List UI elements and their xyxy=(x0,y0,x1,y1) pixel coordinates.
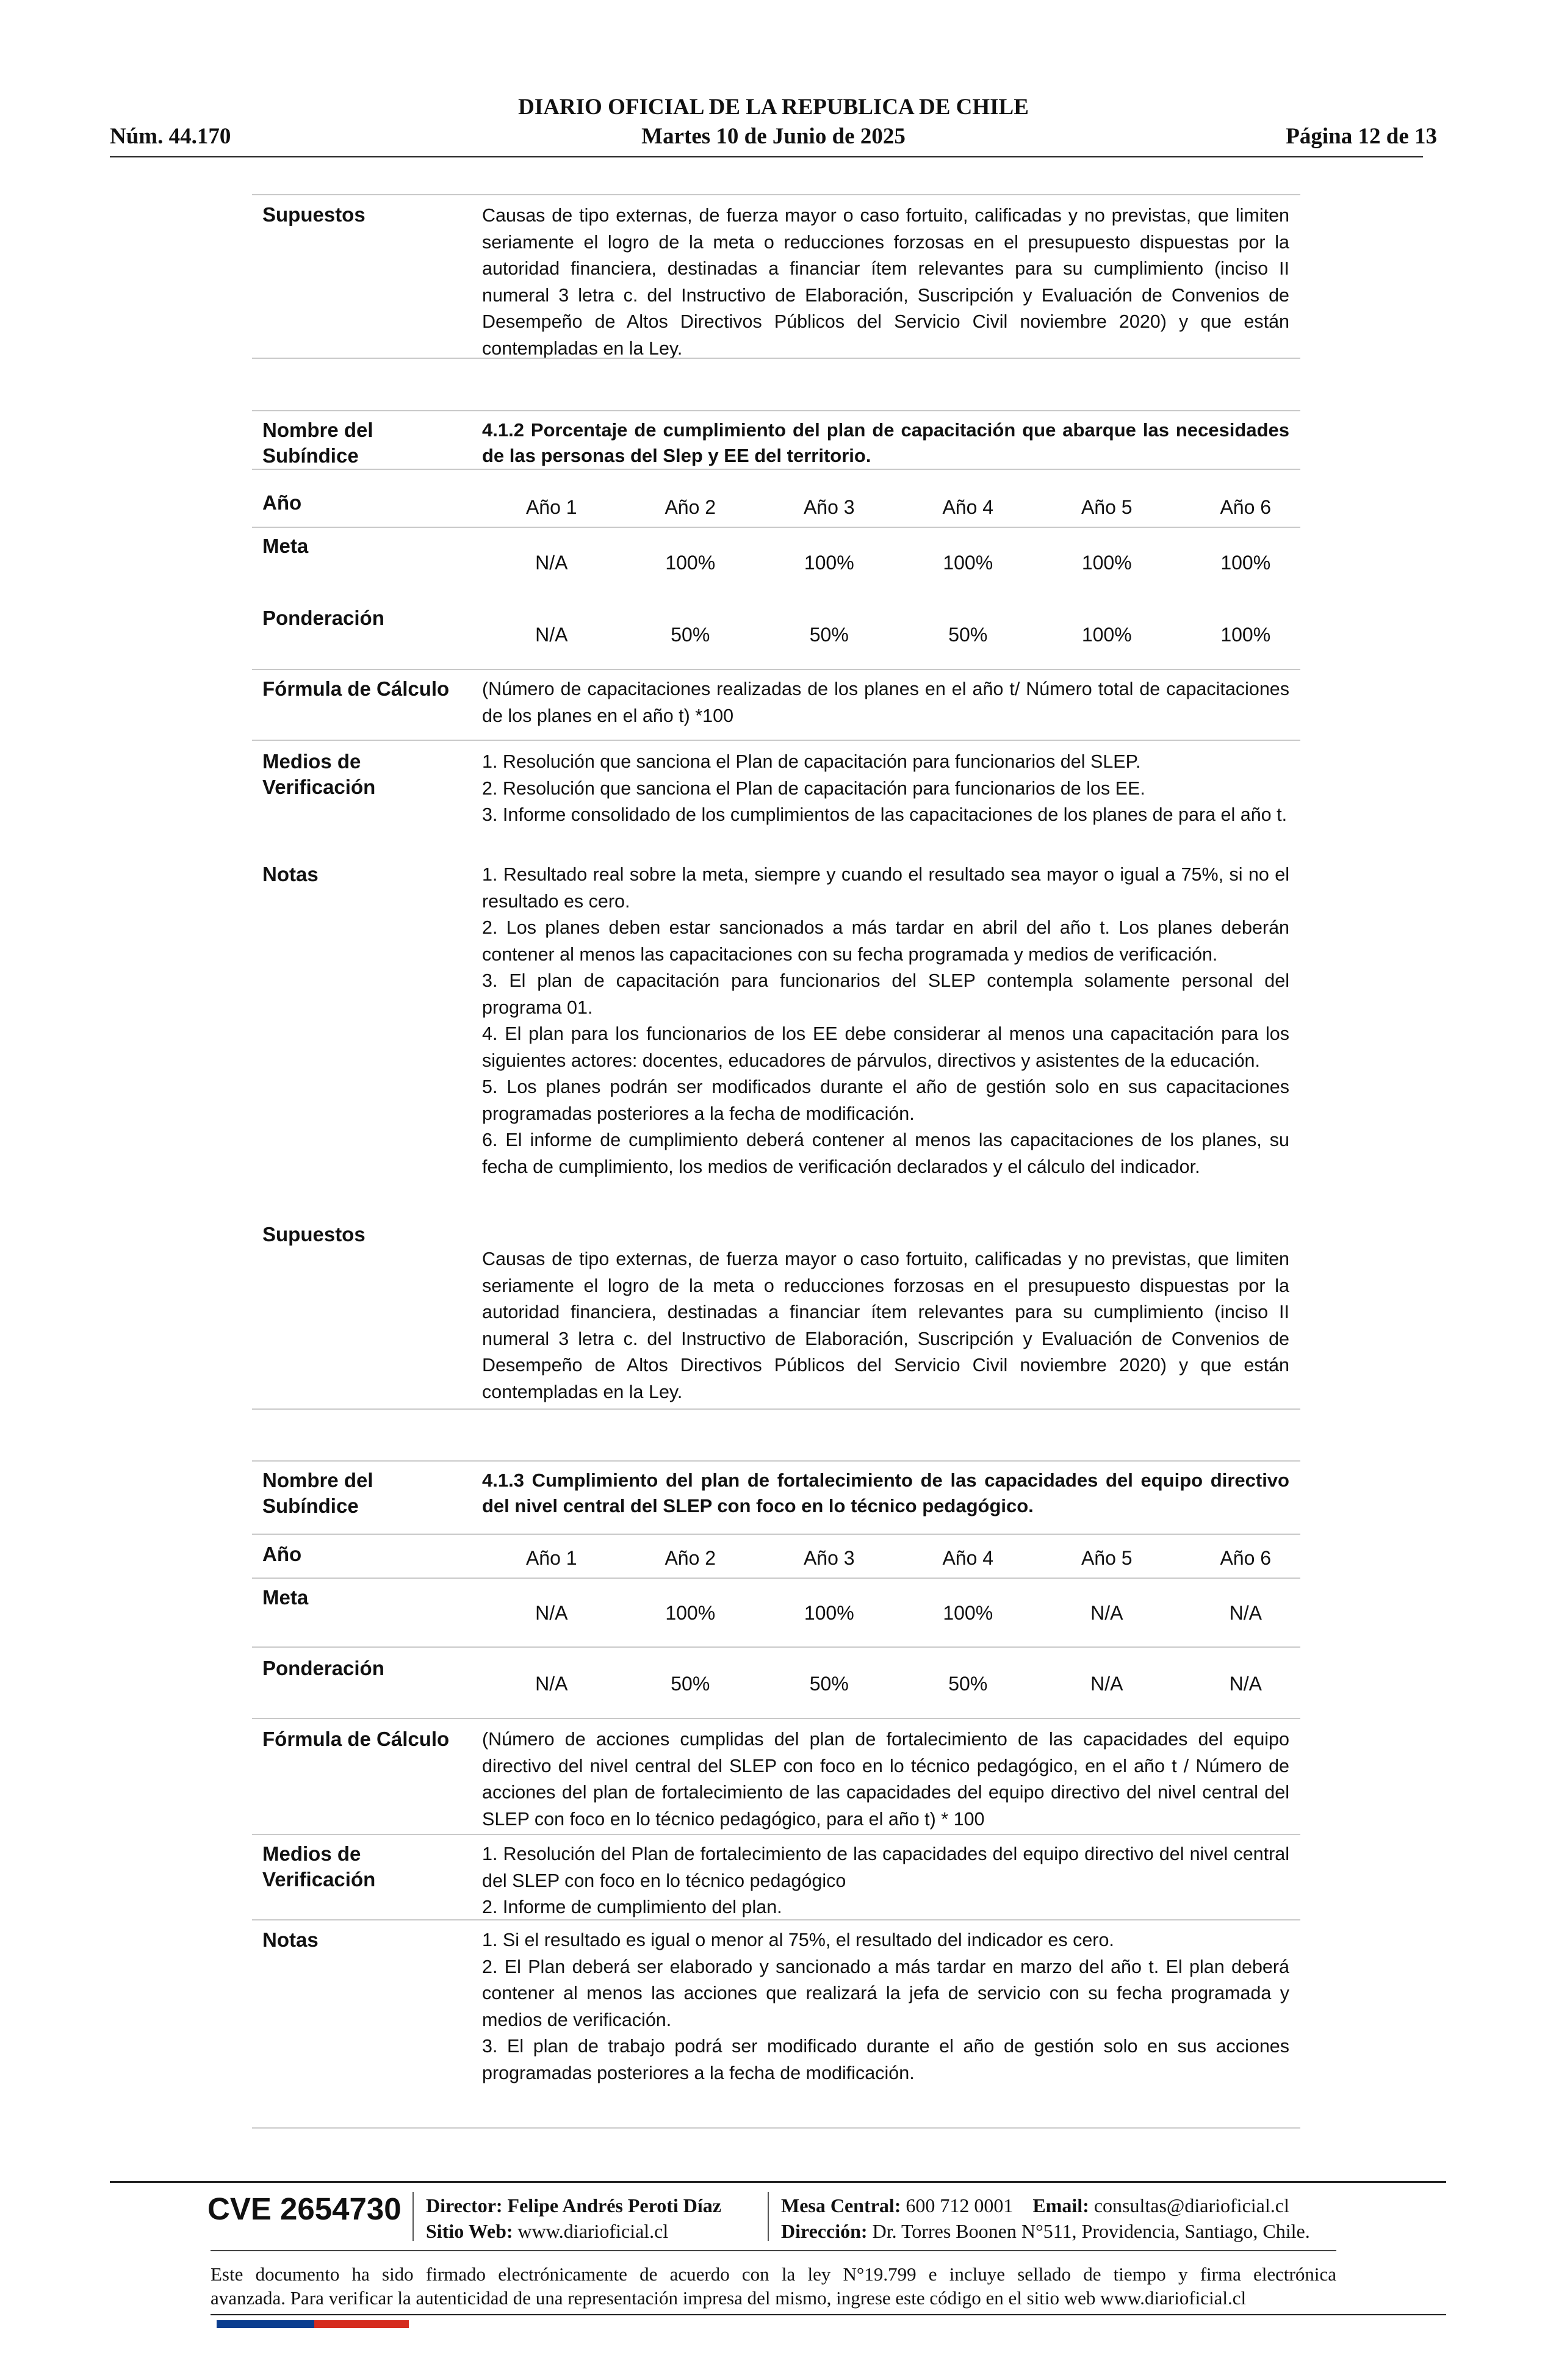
supuestos-label: Supuestos xyxy=(262,203,366,226)
signature-notice-line: Este documento ha sido firmado electrónicamente de acuerdo con la ley N°19.799 e incluye sellado de tiempo y firma electrónica xyxy=(211,2263,1336,2285)
row-divider xyxy=(252,410,1300,411)
meta-cell: 100% xyxy=(943,1602,993,1624)
issue-number: Núm. 44.170 xyxy=(110,124,231,149)
row-divider xyxy=(252,1718,1300,1719)
years-row xyxy=(482,1545,1315,1571)
row-divider xyxy=(252,194,1300,195)
notas-label: Notas xyxy=(262,1928,319,1951)
notas-list xyxy=(482,862,1289,1180)
meta-cell: 100% xyxy=(1220,552,1271,574)
medios-label: Medios de Verificación xyxy=(262,1842,376,1891)
mesa-value: 600 712 0001 xyxy=(906,2194,1014,2216)
row-divider xyxy=(252,2127,1300,2129)
row-divider xyxy=(252,1408,1300,1410)
notas-list xyxy=(482,1927,1289,2086)
director-label: Director: xyxy=(426,2194,503,2216)
year-cell: Año 2 xyxy=(665,496,716,518)
indicator-table-4-1-3 xyxy=(252,1460,1300,2130)
ponderacion-row xyxy=(482,621,1315,648)
publication-title: DIARIO OFICIAL DE LA REPUBLICA DE CHILE xyxy=(518,95,1029,120)
medios-list xyxy=(482,749,1289,829)
ponderacion-cell: 50% xyxy=(671,624,710,646)
row-divider xyxy=(252,1834,1300,1835)
meta-cell: N/A xyxy=(535,552,568,574)
flag-red xyxy=(314,2320,409,2328)
list-item: 2. Resolución que sanciona el Plan de capacitación para funcionarios de los EE. xyxy=(482,777,1145,799)
formula-value: (Número de capacitaciones realizadas de los planes en el año t/ Número total de capacitaciones de los planes en el año t) *100 xyxy=(482,679,1289,726)
formula-value: (Número de acciones cumplidas del plan de fortalecimiento de las capacidades del equipo directivo del nivel central del SLEP con foco en lo técnico pedagógico, en el año t / Número de acciones del plan de fortalecimiento de las capacidades del equipo directivo del nivel central del SLEP con foco en lo técnico pedagógico, para el año t) * 100 xyxy=(482,1729,1289,1830)
row-divider xyxy=(252,740,1300,741)
footer-separator xyxy=(768,2192,769,2241)
row-divider xyxy=(252,1646,1300,1648)
row-divider xyxy=(252,1578,1300,1579)
row-divider xyxy=(252,669,1300,670)
publication-date: Martes 10 de Junio de 2025 xyxy=(641,124,906,149)
meta-cell: 100% xyxy=(665,1602,716,1624)
ponderacion-row xyxy=(482,1670,1315,1697)
years-row xyxy=(482,494,1315,521)
ponderacion-cell: 50% xyxy=(809,624,849,646)
nombre-subindice-label: Nombre del Subíndice xyxy=(262,1469,373,1517)
formula-label: Fórmula de Cálculo xyxy=(262,1728,450,1750)
sitio-label: Sitio Web: xyxy=(426,2220,513,2242)
supuestos-text: Causas de tipo externas, de fuerza mayor o caso fortuito, calificadas y no previstas, que limiten seriamente el logro de la meta o reducciones forzosas en el presupuesto dispuestas por la autoridad financiera, destinadas a financiar ítem relevantes para su cumplimiento (inciso II numeral 3 letra c. del Instructivo de Elaboración, Suscripción y Evaluación de Convenios de Desempeño de Altos Directivos Públicos del Servicio Civil noviembre 2020) y que están contempladas en la Ley. xyxy=(482,205,1289,359)
meta-cell: N/A xyxy=(1090,1602,1123,1624)
director-value: Felipe Andrés Peroti Díaz xyxy=(507,2194,721,2216)
meta-cell: 100% xyxy=(804,552,854,574)
year-cell: Año 6 xyxy=(1220,496,1272,518)
nombre-subindice-value: 4.1.2 Porcentaje de cumplimiento del plan de capacitación que abarque las necesidades de las personas del Slep y EE del territorio. xyxy=(482,419,1289,466)
sitio-link[interactable]: www.diarioficial.cl xyxy=(517,2220,669,2242)
year-cell: Año 1 xyxy=(525,496,577,518)
list-item: 2. El Plan deberá ser elaborado y sancionado a más tardar en marzo del año t. El plan deberá contener al menos las acciones que realizará la jefa de servicio con su fecha programada y medios de verificación. xyxy=(482,1956,1289,2030)
meta-cell: 100% xyxy=(665,552,716,574)
ponderacion-cell: 100% xyxy=(1220,624,1271,646)
list-item: 1. Resultado real sobre la meta, siempre y cuando el resultado sea mayor o igual a 75%, si no el resultado es cero. xyxy=(482,864,1289,912)
email-label: Email: xyxy=(1032,2194,1089,2216)
footer-divider xyxy=(110,2181,1446,2183)
meta-row xyxy=(482,1599,1315,1626)
page-number: Página 12 de 13 xyxy=(1286,124,1437,149)
ponderacion-cell: N/A xyxy=(535,1673,568,1695)
footer-divider xyxy=(211,2250,1336,2251)
list-item: 1. Si el resultado es igual o menor al 75%, el resultado del indicador es cero. xyxy=(482,1930,1114,1950)
ponderacion-cell: N/A xyxy=(1229,1673,1262,1695)
cve-code: CVE 2654730 xyxy=(207,2191,402,2226)
flag-stripe xyxy=(217,2320,409,2328)
year-cell: Año 4 xyxy=(942,496,994,518)
flag-blue xyxy=(217,2320,314,2328)
meta-row xyxy=(482,549,1315,576)
formula-label: Fórmula de Cálculo xyxy=(262,677,450,700)
header-divider xyxy=(110,156,1423,157)
meta-cell: 100% xyxy=(804,1602,854,1624)
notas-label: Notas xyxy=(262,863,319,885)
indicator-table-continued xyxy=(252,194,1300,360)
list-item: 1. Resolución del Plan de fortalecimiento de las capacidades del equipo directivo del nivel central del SLEP con foco en lo técnico pedagógico xyxy=(482,1844,1289,1891)
list-item: 4. El plan para los funcionarios de los EE debe considerar al menos una capacitación para los siguientes actores: docentes, educadores de párvulos, directivos y asistentes de la educación. xyxy=(482,1023,1289,1071)
list-item: 3. El plan de trabajo podrá ser modificado durante el año de gestión solo en sus acciones programadas posteriores a la fecha de modificación. xyxy=(482,2036,1289,2083)
nombre-subindice-label: Nombre del Subíndice xyxy=(262,419,373,467)
list-item: 6. El informe de cumplimiento deberá contener al menos las capacitaciones de los planes, su fecha de cumplimiento, los medios de verificación declarados y el cálculo del indicador. xyxy=(482,1130,1289,1177)
footer-separator xyxy=(412,2192,414,2241)
meta-cell: 100% xyxy=(943,552,993,574)
row-divider xyxy=(252,1919,1300,1920)
direccion-value: Dr. Torres Boonen N°511, Providencia, Santiago, Chile. xyxy=(872,2220,1310,2242)
ponderacion-cell: 50% xyxy=(671,1673,710,1695)
list-item: 3. El plan de capacitación para funcionarios del SLEP contempla solamente personal del programa 01. xyxy=(482,970,1289,1018)
anio-label: Año xyxy=(262,491,302,514)
page-header xyxy=(110,92,1437,159)
email-link[interactable]: consultas@diarioficial.cl xyxy=(1093,2194,1289,2216)
supuestos-text: Causas de tipo externas, de fuerza mayor o caso fortuito, calificadas y no previstas, que limiten seriamente el logro de la meta o reducciones forzosas en el presupuesto dispuestas por la autoridad financiera, destinadas a financiar ítem relevantes para su cumplimiento (inciso II numeral 3 letra c. del Instructivo de Elaboración, Suscripción y Evaluación de Convenios de Desempeño de Altos Directivos Públicos del Servicio Civil noviembre 2020) y que están contempladas en la Ley. xyxy=(482,1249,1289,1402)
indicator-table-4-1-2 xyxy=(252,410,1300,1411)
ponderacion-label: Ponderación xyxy=(262,1657,384,1679)
nombre-subindice-value: 4.1.3 Cumplimiento del plan de fortalecimiento de las capacidades del equipo directivo del nivel central del SLEP con foco en lo técnico pedagógico. xyxy=(482,1469,1289,1516)
ponderacion-cell: N/A xyxy=(1090,1673,1123,1695)
row-divider xyxy=(252,358,1300,359)
meta-cell: N/A xyxy=(535,1602,568,1624)
list-item: 1. Resolución que sanciona el Plan de capacitación para funcionarios del SLEP. xyxy=(482,751,1141,772)
direccion-label: Dirección: xyxy=(781,2220,868,2242)
ponderacion-cell: 50% xyxy=(809,1673,849,1695)
ponderacion-cell: 100% xyxy=(1081,624,1132,646)
row-divider xyxy=(252,1534,1300,1535)
signature-notice xyxy=(211,2262,1336,2310)
year-cell: Año 5 xyxy=(1081,1547,1133,1569)
medios-label: Medios de Verificación xyxy=(262,750,376,798)
year-cell: Año 4 xyxy=(942,1547,994,1569)
meta-label: Meta xyxy=(262,1586,309,1609)
supuestos-label: Supuestos xyxy=(262,1223,366,1246)
year-cell: Año 3 xyxy=(803,496,855,518)
meta-cell: 100% xyxy=(1081,552,1132,574)
list-item: 5. Los planes podrán ser modificados durante el año de gestión solo en sus capacitaciones programadas posteriores a la fecha de modificación. xyxy=(482,1076,1289,1124)
list-item: 2. Los planes deben estar sancionados a más tardar en abril del año t. Los planes deberán contener al menos las capacitaciones con su fecha programada y medios de verificación. xyxy=(482,917,1289,965)
mesa-label: Mesa Central: xyxy=(781,2194,901,2216)
year-cell: Año 1 xyxy=(525,1547,577,1569)
row-divider xyxy=(252,469,1300,470)
medios-list xyxy=(482,1841,1289,1921)
list-item: 3. Informe consolidado de los cumplimientos de las capacitaciones de los planes de para el año t. xyxy=(482,804,1288,825)
year-cell: Año 2 xyxy=(665,1547,716,1569)
ponderacion-cell: N/A xyxy=(535,624,568,646)
ponderacion-cell: 50% xyxy=(948,624,988,646)
year-cell: Año 3 xyxy=(803,1547,855,1569)
year-cell: Año 6 xyxy=(1220,1547,1272,1569)
list-item: 2. Informe de cumplimiento del plan. xyxy=(482,1897,782,1917)
meta-cell: N/A xyxy=(1229,1602,1262,1624)
row-divider xyxy=(252,527,1300,528)
signature-notice-line: avanzada. Para verificar la autenticidad de una representación impresa del mismo, ingrese este código en el sitio web www.diarioficial.cl xyxy=(211,2287,1247,2309)
meta-label: Meta xyxy=(262,535,309,557)
footer-contact-block xyxy=(781,2193,1310,2244)
row-divider xyxy=(252,1460,1300,1462)
year-cell: Año 5 xyxy=(1081,496,1133,518)
anio-label: Año xyxy=(262,1543,302,1565)
footer-director-block xyxy=(426,2193,721,2244)
footer-divider xyxy=(211,2314,1446,2315)
ponderacion-label: Ponderación xyxy=(262,607,384,629)
ponderacion-cell: 50% xyxy=(948,1673,988,1695)
